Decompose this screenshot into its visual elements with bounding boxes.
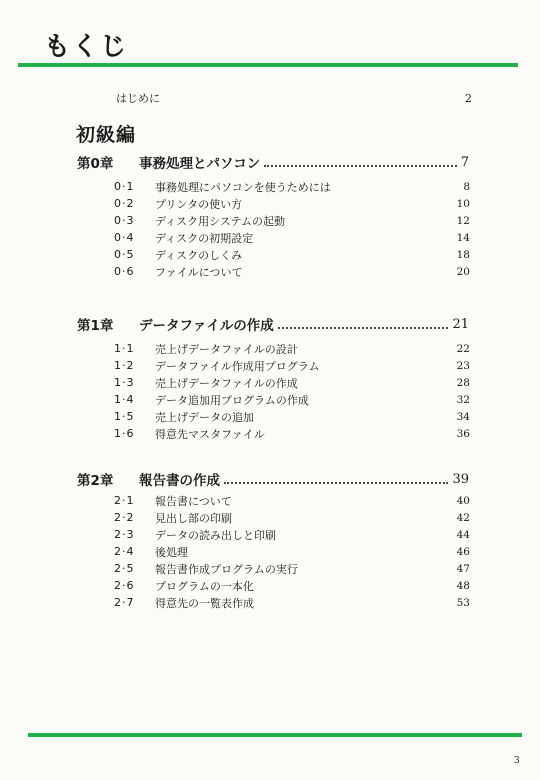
section-page: 46 bbox=[456, 545, 470, 558]
section-page: 20 bbox=[456, 265, 470, 278]
chapter-2 bbox=[77, 469, 469, 489]
section-number: 1·4 bbox=[114, 393, 135, 406]
section-title: 売上げデータファイルの設計 bbox=[155, 342, 298, 356]
section-number: 1·3 bbox=[114, 376, 135, 389]
section-page: 12 bbox=[456, 214, 470, 227]
intro-page: 2 bbox=[465, 91, 472, 105]
section-number: 1·6 bbox=[114, 427, 135, 440]
section-row bbox=[114, 492, 470, 509]
section-row bbox=[114, 212, 470, 229]
section-title: データファイル作成用プログラム bbox=[155, 359, 320, 373]
section-page: 48 bbox=[456, 579, 470, 592]
chapter-title: 事務処理とパソコン bbox=[139, 156, 261, 172]
section-title: プリンタの使い方 bbox=[155, 197, 243, 211]
section-page: 8 bbox=[463, 180, 470, 193]
chapter-number: 第2章 bbox=[77, 473, 114, 489]
section-number: 0·5 bbox=[114, 248, 135, 261]
section-row bbox=[114, 543, 470, 560]
chapter-title: 報告書の作成 bbox=[139, 473, 220, 489]
section-number: 2·7 bbox=[114, 596, 135, 609]
section-title: ディスク用システムの起動 bbox=[155, 214, 286, 228]
section-page: 14 bbox=[456, 231, 470, 244]
section-page: 42 bbox=[456, 511, 470, 524]
chapter-title: データファイルの作成 bbox=[139, 318, 274, 334]
section-number: 0·1 bbox=[114, 180, 135, 193]
section-number: 0·4 bbox=[114, 231, 135, 244]
chapter-number: 第0章 bbox=[77, 156, 114, 172]
section-number: 2·5 bbox=[114, 562, 135, 575]
section-title: 得意先の一覧表作成 bbox=[155, 596, 254, 610]
section-number: 1·5 bbox=[114, 410, 135, 423]
section-page: 18 bbox=[456, 248, 470, 261]
section-page: 47 bbox=[456, 562, 470, 575]
section-title: 報告書作成プログラムの実行 bbox=[155, 562, 298, 576]
page-title: もくじ bbox=[44, 32, 129, 62]
section-page: 22 bbox=[456, 342, 470, 355]
section-page: 53 bbox=[456, 596, 470, 609]
section-row bbox=[114, 526, 470, 543]
section-row bbox=[114, 195, 470, 212]
section-row bbox=[114, 408, 470, 425]
dot-leader bbox=[278, 327, 449, 329]
section-row bbox=[114, 340, 470, 357]
intro-label: はじめに bbox=[116, 92, 160, 105]
section-row bbox=[114, 357, 470, 374]
part-heading: 初級編 bbox=[76, 124, 137, 146]
section-title: 事務処理にパソコンを使うためには bbox=[155, 180, 331, 194]
section-number: 2·3 bbox=[114, 528, 135, 541]
dot-leader bbox=[224, 482, 448, 484]
section-title: ディスクの初期設定 bbox=[155, 231, 254, 245]
section-title: データの読み出しと印刷 bbox=[155, 528, 276, 542]
section-page: 23 bbox=[456, 359, 470, 372]
section-title: 売上げデータファイルの作成 bbox=[155, 376, 298, 390]
section-title: 売上げデータの追加 bbox=[155, 410, 254, 424]
section-page: 34 bbox=[456, 410, 470, 423]
section-row bbox=[114, 246, 470, 263]
page-number: 3 bbox=[514, 756, 520, 766]
section-row bbox=[114, 594, 470, 611]
chapter-page: 39 bbox=[452, 471, 469, 487]
section-row bbox=[114, 374, 470, 391]
section-page: 32 bbox=[456, 393, 470, 406]
section-page: 36 bbox=[456, 427, 470, 440]
section-page: 10 bbox=[456, 197, 470, 210]
chapter-page: 7 bbox=[460, 154, 469, 170]
dot-leader bbox=[264, 165, 456, 167]
section-row bbox=[114, 577, 470, 594]
section-row bbox=[114, 509, 470, 526]
section-number: 2·2 bbox=[114, 511, 135, 524]
section-number: 0·3 bbox=[114, 214, 135, 227]
section-title: 後処理 bbox=[155, 545, 188, 559]
section-number: 2·4 bbox=[114, 545, 135, 558]
chapter-1 bbox=[77, 314, 469, 334]
section-title: 得意先マスタファイル bbox=[155, 427, 265, 441]
section-row bbox=[114, 425, 470, 442]
section-row bbox=[114, 263, 470, 280]
chapter-page: 21 bbox=[452, 316, 469, 332]
section-page: 44 bbox=[456, 528, 470, 541]
section-number: 1·2 bbox=[114, 359, 135, 372]
section-title: プログラムの一本化 bbox=[155, 579, 254, 593]
section-title: 報告書について bbox=[155, 494, 232, 508]
section-title: ファイルについて bbox=[155, 265, 243, 279]
section-page: 28 bbox=[456, 376, 470, 389]
bottom-green-rule bbox=[28, 733, 522, 737]
top-green-rule bbox=[18, 63, 518, 67]
chapter-number: 第1章 bbox=[77, 318, 114, 334]
section-row bbox=[114, 229, 470, 246]
section-number: 0·2 bbox=[114, 197, 135, 210]
section-row bbox=[114, 560, 470, 577]
intro-entry bbox=[116, 89, 472, 107]
chapter-0 bbox=[77, 152, 469, 172]
section-title: ディスクのしくみ bbox=[155, 248, 243, 262]
section-number: 1·1 bbox=[114, 342, 135, 355]
section-title: データ追加用プログラムの作成 bbox=[155, 393, 309, 407]
section-page: 40 bbox=[456, 494, 470, 507]
section-title: 見出し部の印刷 bbox=[155, 511, 232, 525]
section-number: 2·1 bbox=[114, 494, 135, 507]
section-number: 0·6 bbox=[114, 265, 135, 278]
section-number: 2·6 bbox=[114, 579, 135, 592]
section-row bbox=[114, 178, 470, 195]
section-row bbox=[114, 391, 470, 408]
